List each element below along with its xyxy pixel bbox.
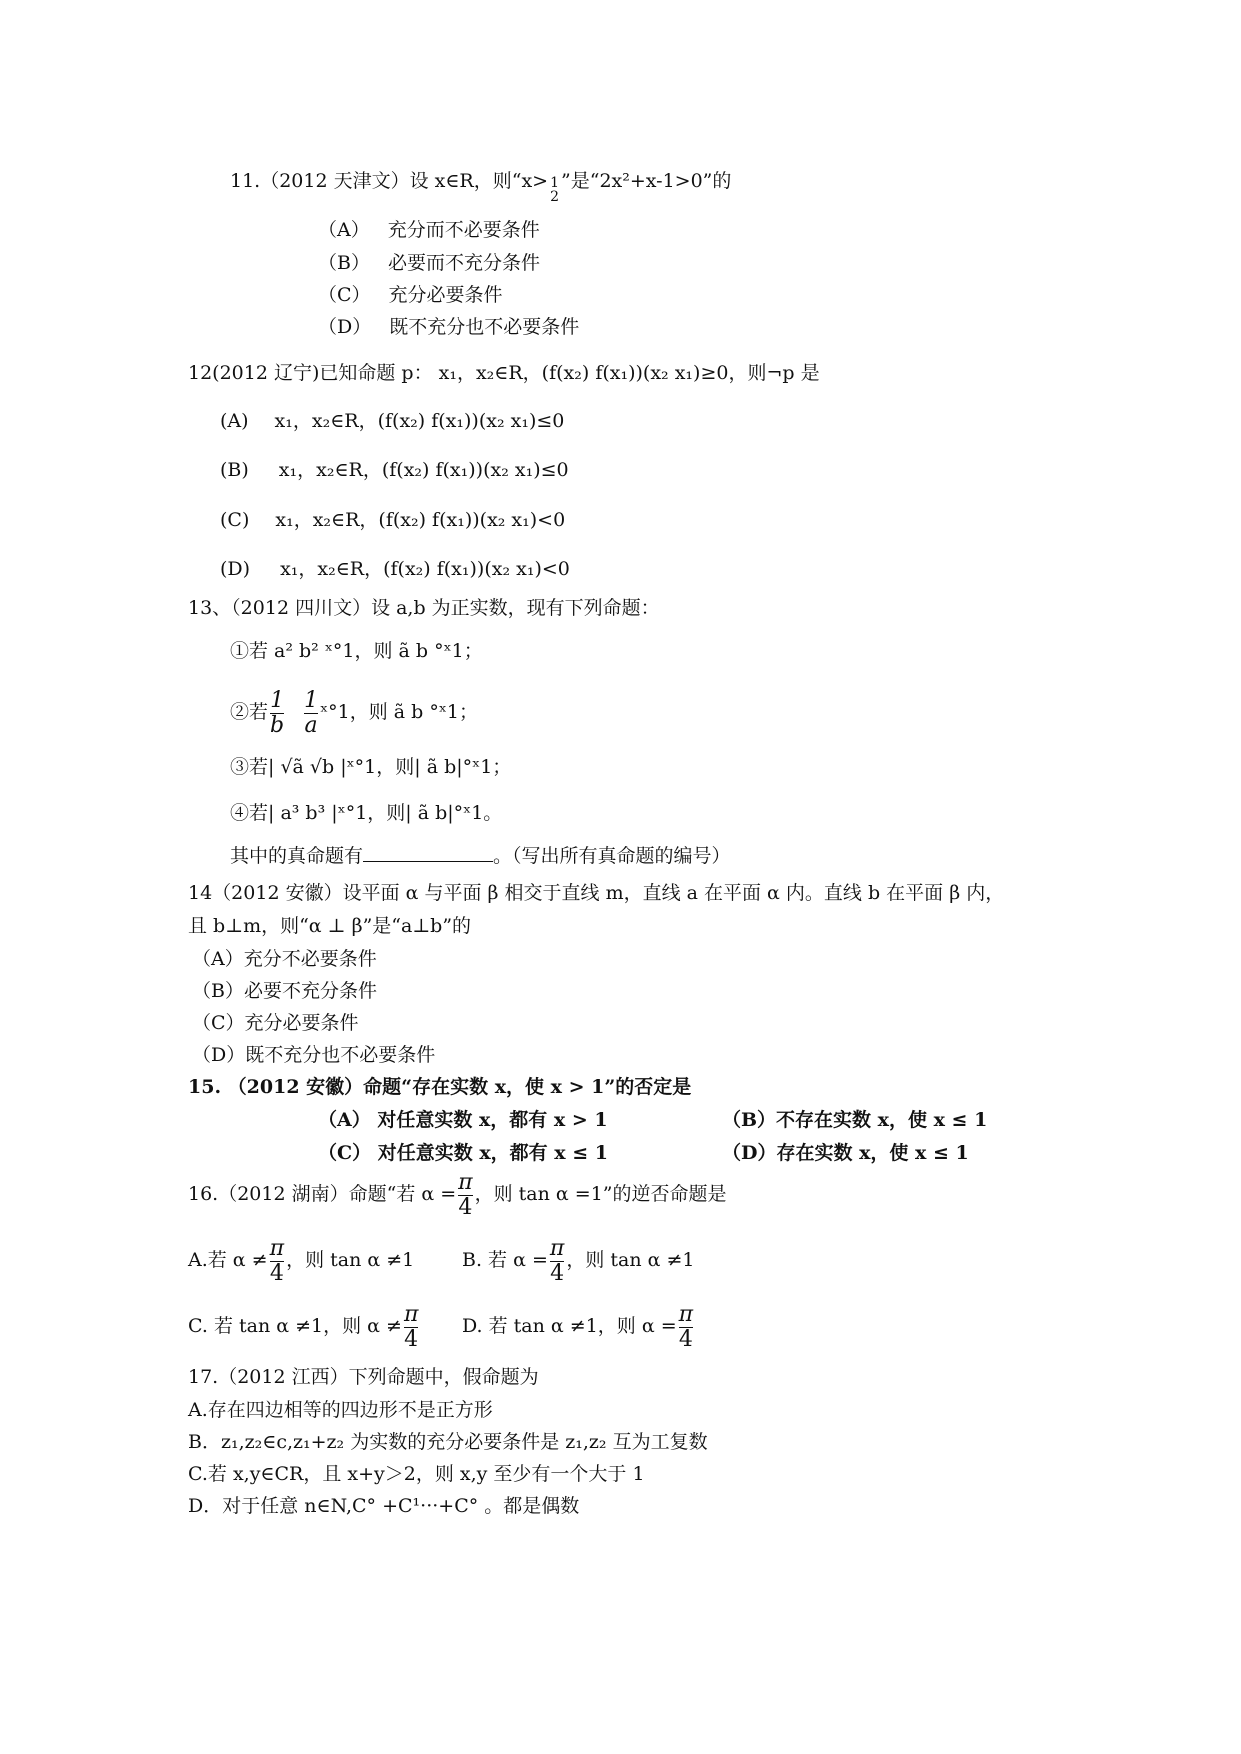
q12-option-b: (B) x₁，x₂∈R，(f(x₂) f(x₁))(x₂ x₁)≤0 [220, 459, 569, 481]
q17-option-b: B．z₁,z₂∈c,z₁+z₂ 为实数的充分必要条件是 z₁,z₂ 互为工复数 [188, 1431, 708, 1453]
q13-item-2: ②若 $\frac{1}{b}$ $\frac{1}{a}$ ˣ°1，则 ã b °ˣ1； [230, 687, 479, 738]
q11-option-d: （D） 既不充分也不必要条件 [318, 316, 580, 338]
q13-item-3: ③若| √ã √b |ˣ°1，则| ã b|°ˣ1； [230, 756, 512, 778]
q16-option-b: B. 若 α = $\frac{\pi}{4}$ ，则 tan α ≠1 [462, 1235, 695, 1286]
q17-option-a: A.存在四边相等的四边形不是正方形 [188, 1399, 493, 1421]
q16-option-a: A.若 α ≠ $\frac{\pi}{4}$ ，则 tan α ≠1 [188, 1235, 415, 1286]
q15-option-c: （C） 对任意实数 x，都有 x ≤ 1 [318, 1142, 608, 1164]
q14-option-a: （A）充分不必要条件 [192, 948, 377, 970]
q13-item-1: ①若 a² b² ˣ°1，则 ã b °ˣ1； [230, 640, 483, 662]
q17-option-d: D．对于任意 n∈N,C° +C¹···+C° 。都是偶数 [188, 1495, 580, 1517]
q12-option-a: (A) x₁，x₂∈R，(f(x₂) f(x₁))(x₂ x₁)≤0 [220, 410, 565, 432]
q13-stem: 13、（2012 四川文）设 a,b 为正实数，现有下列命题： [188, 597, 660, 619]
q15-option-d: （D）存在实数 x，使 x ≤ 1 [722, 1142, 969, 1164]
q11-tail: ”是“2x²+x-1>0”的 [561, 170, 732, 192]
q11-head: 11.（2012 天津文）设 x∈R，则“x> [230, 170, 549, 192]
q17-option-c: C.若 x,y∈CR，且 x+y＞2，则 x,y 至少有一个大于 1 [188, 1463, 645, 1485]
q11-stem [230, 168, 732, 205]
q15-option-a: （A） 对任意实数 x，都有 x > 1 [318, 1109, 608, 1131]
q12-stem: 12(2012 辽宁)已知命题 p： x₁，x₂∈R，(f(x₂) f(x₁))(x₂ x₁)≥0，则¬p 是 [188, 362, 820, 384]
q16-fraction: $\frac{\pi}{4}$ [458, 1169, 473, 1220]
q14-option-c: （C）充分必要条件 [192, 1012, 359, 1034]
q12-option-d: (D) x₁，x₂∈R，(f(x₂) f(x₁))(x₂ x₁)<0 [220, 558, 570, 580]
answer-blank [363, 843, 493, 862]
q17-stem: 17.（2012 江西）下列命题中，假命题为 [188, 1366, 539, 1388]
q14-stem-line-2: 且 b⊥m，则“α ⊥ β”是“a⊥b”的 [188, 915, 472, 937]
q14-option-d: （D）既不充分也不必要条件 [192, 1044, 436, 1066]
q16-option-c: C. 若 tan α ≠1，则 α ≠ $\frac{\pi}{4}$ [188, 1301, 419, 1352]
q16-option-d: D. 若 tan α ≠1，则 α = $\frac{\pi}{4}$ [462, 1301, 694, 1352]
q13-item-4: ④若| a³ b³ |ˣ°1，则| ã b|°ˣ1。 [230, 802, 503, 824]
q13-footer: 其中的真命题有 。（写出所有真命题的编号） [230, 845, 731, 867]
q11-fraction: 1 2 [550, 175, 560, 205]
q14-stem-line-1: 14（2012 安徽）设平面 α 与平面 β 相交于直线 m，直线 a 在平面 α 内。直线 b 在平面 β 内， [188, 882, 1005, 904]
q11-option-c: （C） 充分必要条件 [318, 284, 503, 306]
q11-option-b: （B） 必要而不充分条件 [318, 252, 540, 274]
q13-fraction-2: $\frac{1}{a}$ [304, 687, 319, 738]
q12-option-c: (C) x₁，x₂∈R，(f(x₂) f(x₁))(x₂ x₁)<0 [220, 509, 566, 531]
q13-fraction-1: $\frac{1}{b}$ [270, 687, 285, 738]
q15-stem: 15. （2012 安徽）命题“存在实数 x，使 x > 1”的否定是 [188, 1076, 692, 1098]
q16-stem: 16.（2012 湖南）命题“若 α = $\frac{\pi}{4}$ ，则 tan α =1”的逆否命题是 [188, 1169, 727, 1220]
q15-option-b: （B）不存在实数 x，使 x ≤ 1 [722, 1109, 988, 1131]
q14-option-b: （B）必要不充分条件 [192, 980, 377, 1002]
q11-option-a: （A） 充分而不必要条件 [318, 219, 540, 241]
